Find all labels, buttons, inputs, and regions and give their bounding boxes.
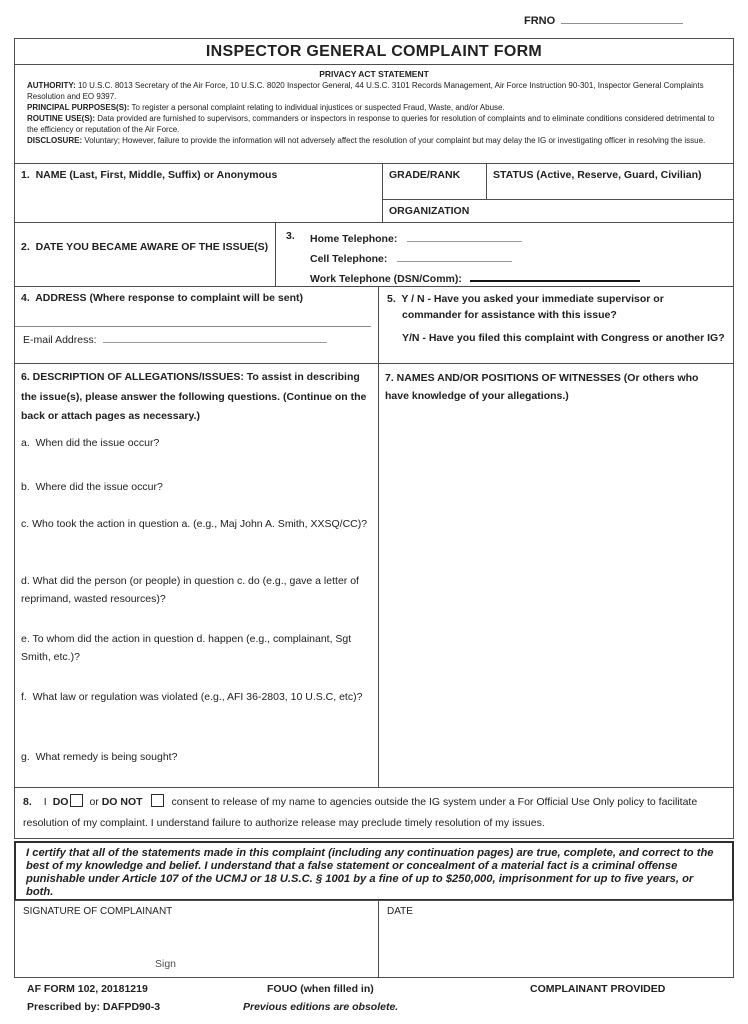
prescribed-by: Prescribed by: DAFPD90-3 — [27, 1001, 161, 1013]
privacy-item-routine — [27, 113, 721, 135]
email-row — [23, 333, 327, 346]
question-e: e. To whom did the action in question d. happen (e.g., complainant, Sgt Smith, etc.)? — [21, 633, 355, 663]
question-a: a. When did the issue occur? — [21, 437, 160, 449]
question-b: b. Where did the issue occur? — [21, 481, 163, 493]
witnesses-input-area[interactable] — [379, 364, 733, 787]
consent-section — [14, 787, 734, 839]
privacy-item-purposes — [27, 102, 721, 113]
privacy-item-authority — [27, 80, 721, 102]
privacy-purposes-label: PRINCIPAL PURPOSES(S): — [27, 103, 130, 112]
supervisor-questions-area[interactable] — [379, 287, 733, 363]
form-footer — [14, 978, 734, 1024]
question-f: f. What law or regulation was violated (e.g., AFI 36-2803, 10 U.S.C, etc)? — [21, 691, 363, 703]
row-name — [14, 163, 734, 223]
consent-pre: I — [43, 796, 47, 808]
privacy-disclosure-label: DISCLOSURE: — [27, 136, 83, 145]
privacy-disclosure-text: Voluntary; However, failure to provide the information will not adversely affect the resolution of your complaint but may delay the IG or investigating officer in resolving the issue. — [82, 136, 706, 145]
telephones-number: 3. — [286, 230, 295, 242]
ig-complaint-form — [14, 38, 734, 1024]
consent-number: 8. — [23, 796, 32, 808]
work-telephone-label: Work Telephone (DSN/Comm): — [310, 273, 462, 285]
witnesses-label: 7. NAMES AND/OR POSITIONS OF WITNESSES (Or others who have knowledge of your allegations.) — [385, 372, 699, 402]
allegations-input-area[interactable] — [15, 364, 379, 787]
frno-field — [524, 13, 683, 27]
form-title: INSPECTOR GENERAL COMPLAINT FORM — [205, 42, 543, 60]
home-telephone-row — [310, 229, 727, 249]
fouo-marking: FOUO (when filled in) — [267, 983, 374, 995]
email-input-line[interactable] — [103, 333, 327, 343]
previous-editions-note: Previous editions are obsolete. — [243, 1001, 399, 1013]
organization-input-area[interactable] — [383, 199, 733, 222]
cell-telephone-input-line[interactable] — [397, 252, 512, 262]
question-d: d. What did the person (or people) in question c. do (e.g., gave a letter of reprimand, wasted resources)? — [21, 575, 362, 605]
do-checkbox[interactable] — [70, 794, 83, 807]
grade-rank-input-area[interactable] — [383, 164, 487, 199]
row-date-phones — [14, 222, 734, 287]
title-box — [14, 38, 734, 65]
frno-input-line[interactable] — [561, 13, 683, 24]
certification-section — [14, 841, 734, 901]
complainant-provided: COMPLAINANT PROVIDED — [530, 983, 666, 995]
form-id: AF FORM 102, 20181219 — [27, 983, 148, 995]
row-address-questions — [14, 286, 734, 364]
consent-or-label: or — [89, 796, 99, 808]
row-signature-date — [14, 900, 734, 978]
privacy-act-section — [14, 64, 734, 164]
row-allegations-witnesses — [14, 363, 734, 788]
privacy-routine-label: ROUTINE USE(S): — [27, 114, 95, 123]
signature-label: SIGNATURE OF COMPLAINANT — [23, 906, 173, 917]
privacy-title: PRIVACY ACT STATEMENT — [319, 69, 429, 79]
status-label: STATUS (Active, Reserve, Guard, Civilian) — [493, 169, 702, 181]
question-g: g. What remedy is being sought? — [21, 751, 178, 763]
consent-do-label: DO — [52, 796, 69, 808]
date-label: DATE — [387, 906, 413, 917]
address-input-area[interactable] — [15, 287, 379, 363]
address-label: 4. ADDRESS (Where response to complaint will be sent) — [21, 292, 303, 304]
organization-label: ORGANIZATION — [389, 205, 470, 217]
name-input-area[interactable] — [15, 164, 383, 222]
privacy-purposes-text: To register a personal complaint relating to individual injustices or suspected Fraud, Waste, and/or Abuse. — [129, 103, 505, 112]
question-c: c. Who took the action in question a. (e.g., Maj John A. Smith, XXSQ/CC)? — [21, 518, 368, 530]
certification-text: I certify that all of the statements made in this complaint (including any continuation pages) are true, complete, and correct to the best of my knowledge and belief. I understand that a false statement or concealment of a material fact is a criminal offense punishable under Article 107 of the UCMJ or 18 U.S.C. § 1001 by a fine of up to $250,000, imprisonment for up to five years, or both. — [26, 847, 714, 898]
congress-question: Y/N - Have you filed this complaint with Congress or another IG? — [402, 332, 725, 344]
address-input-line[interactable] — [15, 326, 371, 327]
sign-hint: Sign — [155, 958, 177, 970]
supervisor-question: 5. Y / N - Have you asked your immediate supervisor or commander for assistance with this issue? — [387, 293, 667, 321]
grade-rank-label: GRADE/RANK — [389, 169, 461, 181]
work-telephone-input-line[interactable] — [470, 272, 640, 282]
consent-do-not-label: DO NOT — [101, 796, 143, 808]
date-aware-label: 2. DATE YOU BECAME AWARE OF THE ISSUE(S) — [21, 241, 269, 253]
home-telephone-input-line[interactable] — [407, 232, 522, 242]
status-input-area[interactable] — [487, 164, 733, 199]
cell-telephone-row — [310, 249, 727, 269]
privacy-item-disclosure — [27, 135, 721, 146]
signature-input-area[interactable] — [15, 901, 379, 977]
email-label: E-mail Address: — [23, 334, 97, 346]
date-aware-input-area[interactable] — [15, 223, 276, 286]
privacy-routine-text: Data provided are furnished to supervisors, commanders or inspectors in response to queries for resolution of complaints and to eliminate conditions considered detrimental to the efficiency or reputation of the Air Force. — [27, 114, 715, 134]
work-telephone-row — [310, 269, 727, 289]
name-label: 1. NAME (Last, First, Middle, Suffix) or Anonymous — [21, 169, 278, 181]
do-not-checkbox[interactable] — [151, 794, 164, 807]
date-input-area[interactable] — [379, 901, 733, 977]
privacy-authority-label: AUTHORITY: — [27, 81, 76, 90]
cell-telephone-label: Cell Telephone: — [310, 253, 388, 265]
allegations-header: 6. DESCRIPTION OF ALLEGATIONS/ISSUES: To assist in describing the issue(s), please answer the following questions. (Continue on the back or attach pages as necessary.) — [21, 371, 367, 422]
privacy-authority-text: 10 U.S.C. 8013 Secretary of the Air Force, 10 U.S.C. 8020 Inspector General, 44 U.S.C. 3101 Records Management, Air Force Instruction 90-301, Inspector General Complaints Resolution and EO 9397. — [27, 81, 704, 101]
telephones-section — [276, 223, 733, 286]
consent-text: consent to release of my name to agencies outside the IG system under a For Official Use Only policy to facilitate resolution of my complaint. I understand failure to authorize release may preclude timely resolution of my issues. — [23, 796, 698, 829]
home-telephone-label: Home Telephone: — [310, 233, 398, 245]
frno-label: FRNO — [524, 15, 556, 27]
